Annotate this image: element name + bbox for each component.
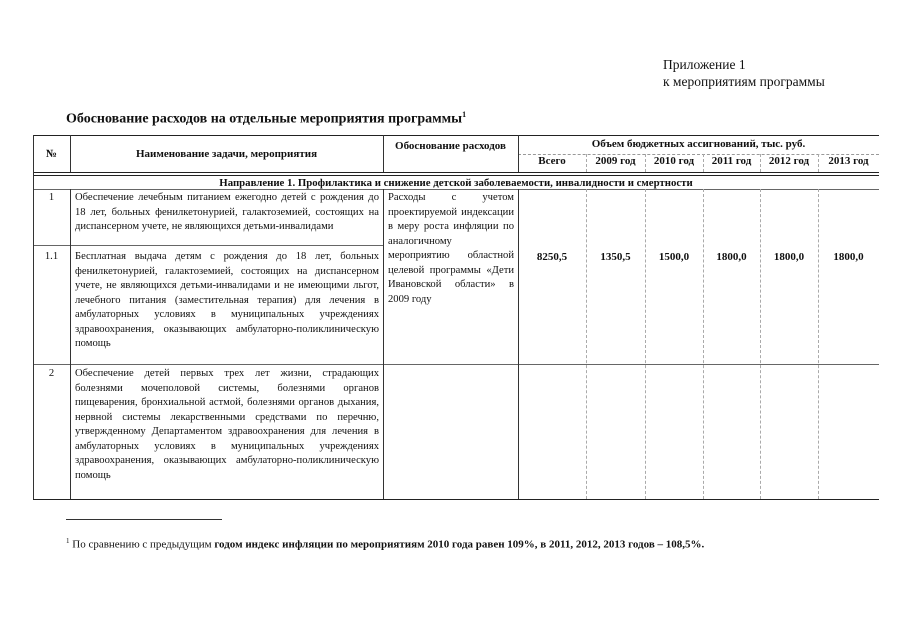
document-title	[66, 110, 466, 128]
row-1-1-total: 8250,5	[536, 251, 568, 263]
budget-table	[33, 135, 879, 500]
header-justification: Обоснование расходов	[395, 140, 506, 152]
col-divider-total-body	[586, 189, 587, 499]
footnote	[66, 537, 704, 551]
document-title-text: Обоснование расходов на отдельные мероприятия программы	[66, 111, 463, 127]
header-budget-group: Объем бюджетных ассигнований, тыс. руб.	[591, 138, 806, 150]
col-divider-2009-body	[645, 189, 646, 499]
col-divider-num-body	[70, 189, 71, 499]
appendix-line-1: Приложение 1	[663, 57, 746, 72]
row-1-1-2010: 1500,0	[658, 251, 690, 263]
col-divider-justification-body	[518, 189, 519, 499]
col-divider-2010-body	[703, 189, 704, 499]
row-1-bottom-border	[33, 245, 383, 246]
row-1-name: Обеспечение лечебным питанием ежегодно детей с рождения до 18 лет, больных фенилкетонурией, галактоземией, состоящих на диспансерном учете, не являющихся детьми-инвалидами	[75, 192, 379, 232]
col-divider-name-body	[383, 189, 384, 499]
header-2009: 2009 год	[595, 155, 636, 167]
justification-text: Расходы с учетом проектируемой индексации в меру роста инфляции по аналогичному мероприятию областной целевой программы «Дети Ивановской области» в 2009 году	[388, 192, 514, 305]
footnote-mark: 1	[66, 537, 70, 545]
row-1-num: 1	[48, 192, 55, 203]
header-2011: 2011 год	[711, 155, 752, 167]
header-name: Наименование задачи, мероприятия	[135, 148, 318, 160]
row-2-num: 2	[48, 368, 55, 379]
appendix-note	[663, 56, 825, 90]
header-total: Всего	[538, 155, 566, 167]
table-top-border	[33, 135, 879, 136]
col-divider-name	[383, 135, 384, 172]
header-2013: 2013 год	[828, 155, 869, 167]
table-bottom-border	[33, 499, 879, 500]
section-title: Направление 1. Профилактика и снижение детской заболеваемости, инвалидности и смертности	[219, 177, 693, 189]
col-divider-2012-body	[818, 189, 819, 499]
title-footnote-mark: 1	[462, 110, 467, 119]
row-1-1-name: Бесплатная выдача детям с рождения до 18 лет, больных фенилкетонурией, галактоземией, состоящих на диспансерном учете, не являющихся детьми-инвалидами и не имеющими льгот, лечебного питания (заместительная терапия) для лечения в амбулаторных условиях в муниципальных учреждениях здравоохранения, оказывающих амбулаторно-поликлиническую помощь	[75, 251, 379, 349]
row-1-1-2009: 1350,5	[600, 251, 631, 263]
row-1-1-num: 1.1	[44, 251, 59, 262]
row-1-1-bottom-border	[33, 364, 879, 365]
footnote-text-plain: По сравнению с предыдущим	[72, 538, 212, 551]
header-2012: 2012 год	[768, 155, 810, 167]
col-divider-2011-body	[760, 189, 761, 499]
header-2010: 2010 год	[653, 155, 695, 167]
row-1-1-2012: 1800,0	[773, 251, 805, 263]
row-1-1-2013: 1800,0	[833, 251, 864, 263]
appendix-line-2: к мероприятиям программы	[663, 74, 825, 89]
header-bottom-border	[33, 172, 879, 173]
row-2-name: Обеспечение детей первых трех лет жизни, страдающих болезнями мочеполовой системы, болезнями органов пищеварения, бронхиальной астмой, болезнями органов дыхания, нервной системы лекарственными средствами по перечню, утвержденному Департаментом здравоохранения для лечения в амбулаторных условиях в муниципальных учреждениях здравоохранения, оказывающих амбулаторно-поликлиническую помощь	[75, 368, 379, 481]
row-1-1-2011: 1800,0	[716, 251, 747, 263]
footnote-separator	[66, 519, 222, 520]
footnote-text-bold: годом индекс инфляции по мероприятиям 2010 года равен 109%, в 2011, 2012, 2013 годов – 108,5%.	[214, 538, 705, 551]
header-num: №	[45, 148, 58, 160]
